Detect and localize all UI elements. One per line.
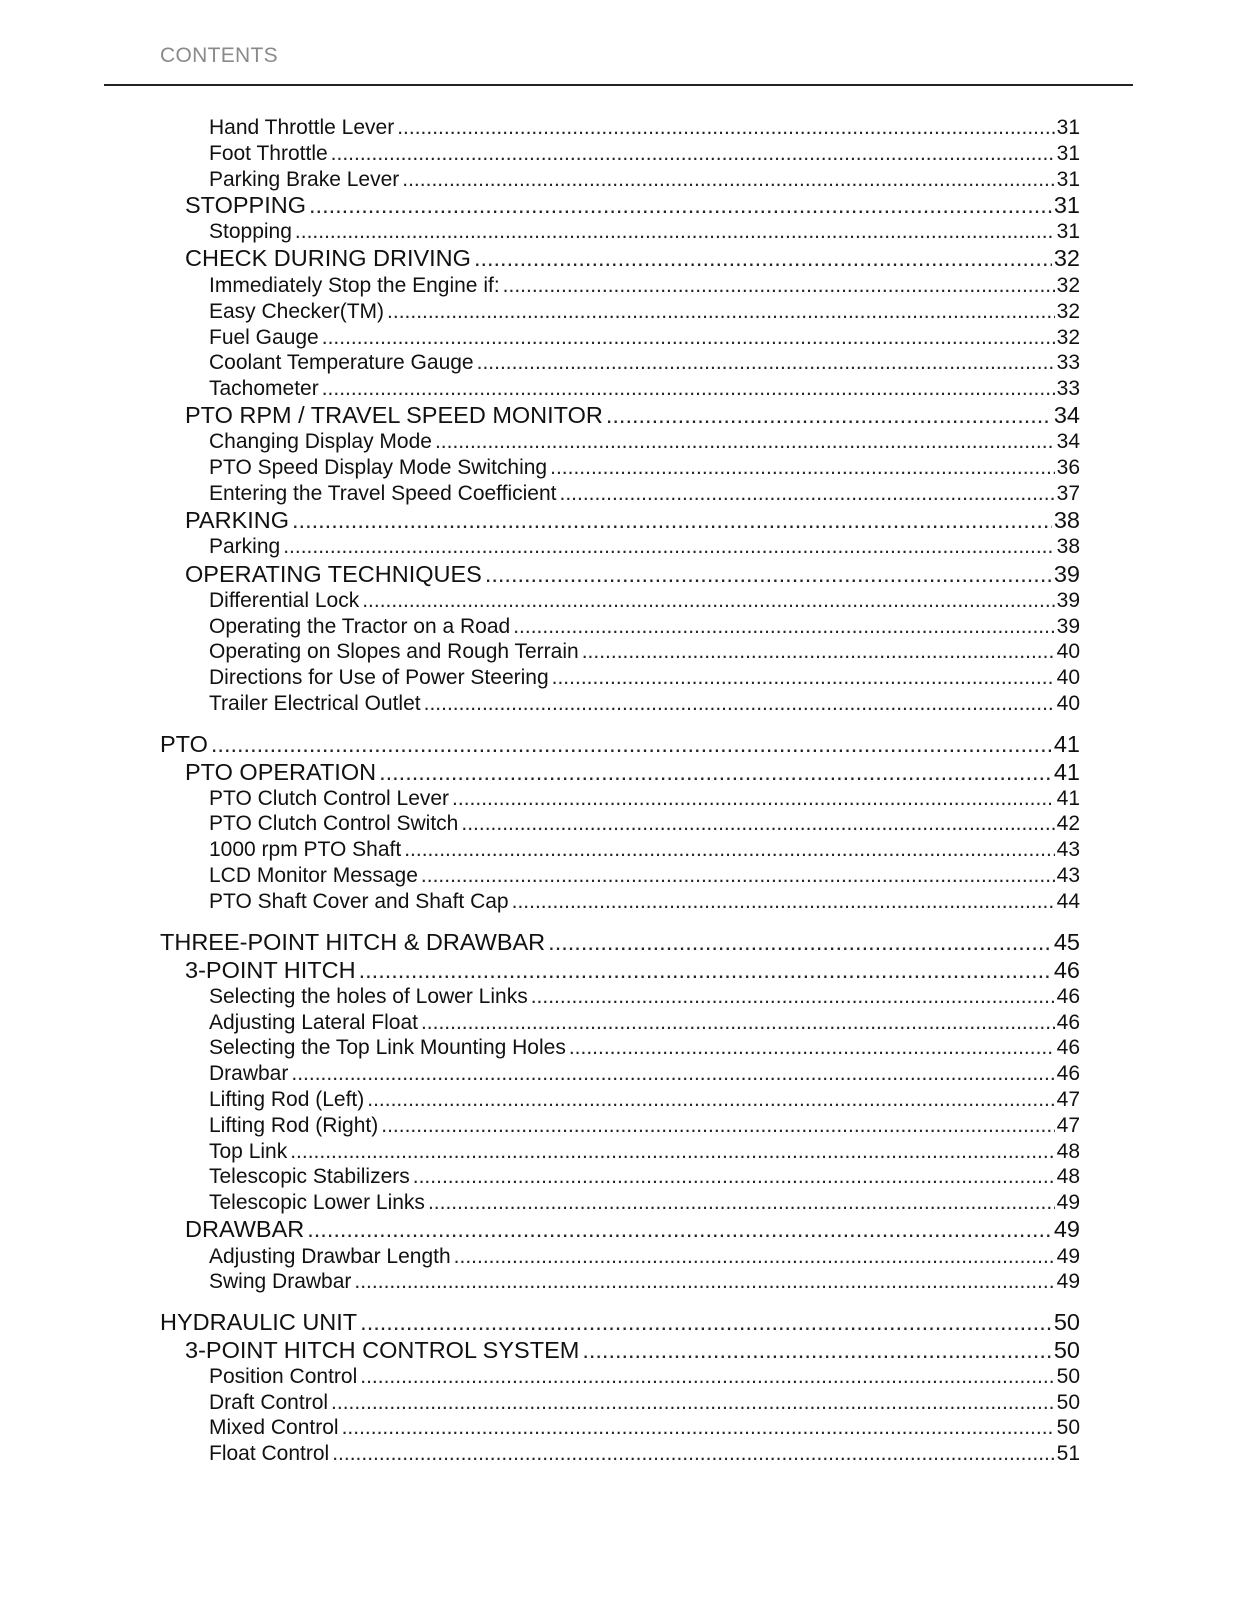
toc-entry-title: Differential Lock: [209, 589, 360, 612]
toc-entry-page-number: 50: [1056, 1365, 1080, 1388]
toc-entry[interactable]: [160, 731, 1080, 758]
toc-entry[interactable]: [209, 692, 1080, 716]
toc-entry-page-number: 50: [1053, 1337, 1080, 1363]
toc-entry-page-number: 46: [1056, 985, 1080, 1008]
toc-entry-title: Adjusting Lateral Float: [209, 1011, 418, 1034]
toc-entry-title: Draft Control: [209, 1391, 329, 1414]
dot-leader: [413, 1165, 1055, 1189]
toc-entry[interactable]: [209, 1114, 1080, 1138]
toc-entry-page-number: 37: [1056, 482, 1080, 505]
toc-entry-title: Adjusting Drawbar Length: [209, 1245, 451, 1268]
toc-entry[interactable]: [209, 1245, 1080, 1269]
toc-entry-title: Operating on Slopes and Rough Terrain: [209, 640, 579, 663]
toc-entry-page-number: 32: [1056, 274, 1080, 297]
dot-leader: [360, 1309, 1052, 1336]
toc-entry-page-number: 34: [1056, 430, 1080, 453]
toc-entry-page-number: 51: [1056, 1442, 1080, 1465]
dot-leader: [582, 1337, 1052, 1364]
dot-leader: [322, 377, 1055, 401]
toc-entry[interactable]: [185, 192, 1080, 219]
dot-leader: [354, 1270, 1054, 1294]
toc-entry[interactable]: [209, 890, 1080, 914]
toc-entry[interactable]: [209, 351, 1080, 375]
toc-entry-title: Coolant Temperature Gauge: [209, 351, 474, 374]
dot-leader: [560, 482, 1055, 506]
toc-entry-page-number: 31: [1056, 220, 1080, 243]
dot-leader: [548, 929, 1052, 956]
toc-entry-title: Lifting Rod (Left): [209, 1088, 365, 1111]
dot-leader: [381, 1114, 1054, 1138]
toc-entry[interactable]: [185, 957, 1080, 984]
toc-entry-page-number: 40: [1056, 640, 1080, 663]
dot-leader: [360, 1365, 1054, 1389]
dot-leader: [291, 1062, 1054, 1086]
toc-entry[interactable]: [209, 274, 1080, 298]
toc-entry[interactable]: [185, 402, 1080, 429]
toc-entry-page-number: 31: [1056, 168, 1080, 191]
toc-entry-page-number: 48: [1056, 1165, 1080, 1188]
toc-entry[interactable]: [209, 142, 1080, 166]
toc-entry-title: Changing Display Mode: [209, 430, 432, 453]
toc-entry-title: Lifting Rod (Right): [209, 1114, 379, 1137]
toc-entry[interactable]: [209, 1062, 1080, 1086]
toc-entry[interactable]: [160, 929, 1080, 956]
toc-entry-page-number: 46: [1056, 1062, 1080, 1085]
toc-entry-title: Top Link: [209, 1140, 288, 1163]
dot-leader: [331, 142, 1055, 166]
dot-leader: [211, 731, 1052, 758]
toc-entry-page-number: 50: [1053, 1309, 1080, 1335]
toc-entry-page-number: 50: [1056, 1416, 1080, 1439]
dot-leader: [513, 615, 1054, 639]
toc-entry[interactable]: [209, 116, 1080, 140]
toc-entry-page-number: 43: [1056, 838, 1080, 861]
toc-entry[interactable]: [209, 640, 1080, 664]
toc-entry[interactable]: [209, 430, 1080, 454]
toc-entry-page-number: 32: [1053, 245, 1080, 271]
toc-entry-page-number: 41: [1053, 759, 1080, 785]
toc-entry-page-number: 42: [1056, 812, 1080, 835]
toc-entry-page-number: 46: [1056, 1011, 1080, 1034]
toc-entry-title: 3-POINT HITCH: [185, 957, 356, 983]
dot-leader: [474, 245, 1052, 272]
toc-entry[interactable]: [209, 589, 1080, 613]
toc-entry[interactable]: [209, 1416, 1080, 1440]
toc-entry[interactable]: [209, 787, 1080, 811]
toc-entry-title: Tachometer: [209, 377, 319, 400]
toc-entry-title: Fuel Gauge: [209, 326, 319, 349]
toc-entry-title: PTO: [160, 731, 208, 757]
toc-entry-page-number: 47: [1056, 1088, 1080, 1111]
toc-entry[interactable]: [209, 168, 1080, 192]
dot-leader: [342, 1416, 1055, 1440]
toc-entry-page-number: 31: [1056, 142, 1080, 165]
dot-leader: [531, 985, 1055, 1009]
dot-leader: [292, 507, 1052, 534]
toc-entry[interactable]: [209, 1036, 1080, 1060]
toc-entry-title: PTO Clutch Control Lever: [209, 787, 450, 810]
toc-entry-title: Telescopic Lower Links: [209, 1191, 425, 1214]
toc-entry[interactable]: [209, 1011, 1080, 1035]
toc-entry-title: THREE-POINT HITCH & DRAWBAR: [160, 929, 546, 955]
dot-leader: [362, 589, 1054, 613]
toc-entry-page-number: 31: [1053, 192, 1080, 218]
toc-entry-page-number: 40: [1056, 666, 1080, 689]
toc-entry-page-number: 49: [1056, 1191, 1080, 1214]
toc-entry-page-number: 50: [1056, 1391, 1080, 1414]
toc-entry-page-number: 49: [1056, 1245, 1080, 1268]
toc-entry-page-number: 36: [1056, 456, 1080, 479]
toc-entry-title: LCD Monitor Message: [209, 864, 418, 887]
toc-entry-title: Hand Throttle Lever: [209, 116, 395, 139]
toc-entry[interactable]: [209, 1365, 1080, 1389]
toc-entry-page-number: 32: [1056, 326, 1080, 349]
toc-entry[interactable]: [209, 1270, 1080, 1294]
toc-entry[interactable]: [209, 535, 1080, 559]
toc-entry[interactable]: [209, 864, 1080, 888]
toc-entry-title: Entering the Travel Speed Coefficient: [209, 482, 557, 505]
toc-entry-title: Foot Throttle: [209, 142, 328, 165]
toc-entry[interactable]: [209, 377, 1080, 401]
dot-leader: [309, 192, 1052, 219]
dot-leader: [552, 666, 1055, 690]
dot-leader: [512, 890, 1055, 914]
toc-entry[interactable]: [209, 812, 1080, 836]
toc-entry-page-number: 41: [1056, 787, 1080, 810]
toc-entry-page-number: 39: [1056, 589, 1080, 612]
dot-leader: [477, 351, 1055, 375]
toc-entry-title: Float Control: [209, 1442, 330, 1465]
toc-entry-page-number: 48: [1056, 1140, 1080, 1163]
dot-leader: [454, 1245, 1055, 1269]
toc-entry-page-number: 39: [1053, 561, 1080, 587]
toc-entry-page-number: 43: [1056, 864, 1080, 887]
dot-leader: [421, 864, 1055, 888]
toc-entry-title: PTO Clutch Control Switch: [209, 812, 459, 835]
dot-leader: [428, 1191, 1055, 1215]
toc-entry-title: Mixed Control: [209, 1416, 339, 1439]
dot-leader: [359, 957, 1052, 984]
toc-entry[interactable]: [185, 507, 1080, 534]
toc-entry-title: Drawbar: [209, 1062, 289, 1085]
toc-entry-title: Operating the Tractor on a Road: [209, 615, 511, 638]
toc-entry[interactable]: [209, 220, 1080, 244]
dot-leader: [503, 274, 1055, 298]
toc-entry-page-number: 34: [1053, 402, 1080, 428]
toc-entry-title: 1000 rpm PTO Shaft: [209, 838, 402, 861]
toc-entry[interactable]: [209, 300, 1080, 324]
toc-entry[interactable]: [209, 326, 1080, 350]
dot-leader: [435, 430, 1055, 454]
toc-entry[interactable]: [185, 1216, 1080, 1243]
dot-leader: [283, 535, 1054, 559]
page-header-title: CONTENTS: [160, 44, 278, 67]
toc-entry-title: PARKING: [185, 507, 290, 533]
toc-entry-title: Immediately Stop the Engine if:: [209, 274, 500, 297]
dot-leader: [332, 1442, 1054, 1466]
toc-entry-title: PTO OPERATION: [185, 759, 377, 785]
dot-leader: [402, 168, 1054, 192]
toc-entry-title: STOPPING: [185, 192, 307, 218]
toc-entry-page-number: 49: [1056, 1270, 1080, 1293]
toc-entry[interactable]: [209, 1442, 1080, 1466]
toc-entry-title: PTO Shaft Cover and Shaft Cap: [209, 890, 509, 913]
toc-entry-title: Trailer Electrical Outlet: [209, 692, 421, 715]
toc-entry-page-number: 46: [1056, 1036, 1080, 1059]
toc-entry-title: Swing Drawbar: [209, 1270, 352, 1293]
toc-entry-title: Position Control: [209, 1365, 358, 1388]
dot-leader: [569, 1036, 1055, 1060]
toc-entry[interactable]: [209, 985, 1080, 1009]
dot-leader: [421, 1011, 1055, 1035]
toc-entry-page-number: 38: [1056, 535, 1080, 558]
dot-leader: [387, 300, 1055, 324]
toc-entry-title: 3-POINT HITCH CONTROL SYSTEM: [185, 1337, 580, 1363]
toc-entry[interactable]: [160, 1309, 1080, 1336]
toc-entry-title: Parking Brake Lever: [209, 168, 400, 191]
toc-entry[interactable]: [185, 1337, 1080, 1364]
dot-leader: [424, 692, 1055, 716]
toc-entry-page-number: 41: [1053, 731, 1080, 757]
toc-entry-title: Stopping: [209, 220, 292, 243]
dot-leader: [606, 402, 1052, 429]
toc-entry-title: OPERATING TECHNIQUES: [185, 561, 482, 587]
toc-entry-page-number: 45: [1053, 929, 1080, 955]
toc-entry[interactable]: [185, 561, 1080, 588]
toc-entry-page-number: 44: [1056, 890, 1080, 913]
toc-entry-page-number: 33: [1056, 377, 1080, 400]
dot-leader: [485, 561, 1052, 588]
dot-leader: [397, 116, 1054, 140]
toc-entry-page-number: 39: [1056, 615, 1080, 638]
toc-entry-title: Parking: [209, 535, 281, 558]
toc-entry-title: PTO Speed Display Mode Switching: [209, 456, 548, 479]
dot-leader: [379, 759, 1052, 786]
dot-leader: [295, 220, 1055, 244]
toc-entry[interactable]: [209, 1088, 1080, 1112]
dot-leader: [307, 1216, 1052, 1243]
toc-entry[interactable]: [185, 245, 1080, 272]
toc-entry-title: Selecting the Top Link Mounting Holes: [209, 1036, 566, 1059]
toc-entry-page-number: 47: [1056, 1114, 1080, 1137]
toc-entry[interactable]: [209, 666, 1080, 690]
dot-leader: [404, 838, 1054, 862]
dot-leader: [550, 456, 1055, 480]
toc-entry-page-number: 32: [1056, 300, 1080, 323]
dot-leader: [290, 1140, 1054, 1164]
toc-entry-title: Directions for Use of Power Steering: [209, 666, 549, 689]
toc-entry-title: Selecting the holes of Lower Links: [209, 985, 528, 1008]
header-divider: [104, 84, 1133, 86]
toc-entry[interactable]: [185, 759, 1080, 786]
toc-entry-page-number: 33: [1056, 351, 1080, 374]
dot-leader: [367, 1088, 1054, 1112]
toc-entry-title: HYDRAULIC UNIT: [160, 1309, 358, 1335]
toc-entry-page-number: 38: [1053, 507, 1080, 533]
toc-entry-title: Telescopic Stabilizers: [209, 1165, 410, 1188]
toc-entry[interactable]: [209, 615, 1080, 639]
toc-entry[interactable]: [209, 1165, 1080, 1189]
toc-entry[interactable]: [209, 838, 1080, 862]
dot-leader: [322, 326, 1055, 350]
toc-entry-page-number: 40: [1056, 692, 1080, 715]
toc-entry[interactable]: [209, 1391, 1080, 1415]
toc-entry-page-number: 46: [1053, 957, 1080, 983]
dot-leader: [331, 1391, 1055, 1415]
dot-leader: [452, 787, 1055, 811]
toc-entry[interactable]: [209, 482, 1080, 506]
toc-entry-title: Easy Checker(TM): [209, 300, 385, 323]
toc-entry[interactable]: [209, 1140, 1080, 1164]
dot-leader: [582, 640, 1055, 664]
toc-entry-title: DRAWBAR: [185, 1216, 305, 1242]
toc-entry-page-number: 31: [1056, 116, 1080, 139]
toc-entry-title: PTO RPM / TRAVEL SPEED MONITOR: [185, 402, 603, 428]
toc-entry-title: CHECK DURING DRIVING: [185, 245, 471, 271]
dot-leader: [461, 812, 1054, 836]
toc-entry[interactable]: [209, 456, 1080, 480]
toc-entry[interactable]: [209, 1191, 1080, 1215]
toc-entry-page-number: 49: [1053, 1216, 1080, 1242]
